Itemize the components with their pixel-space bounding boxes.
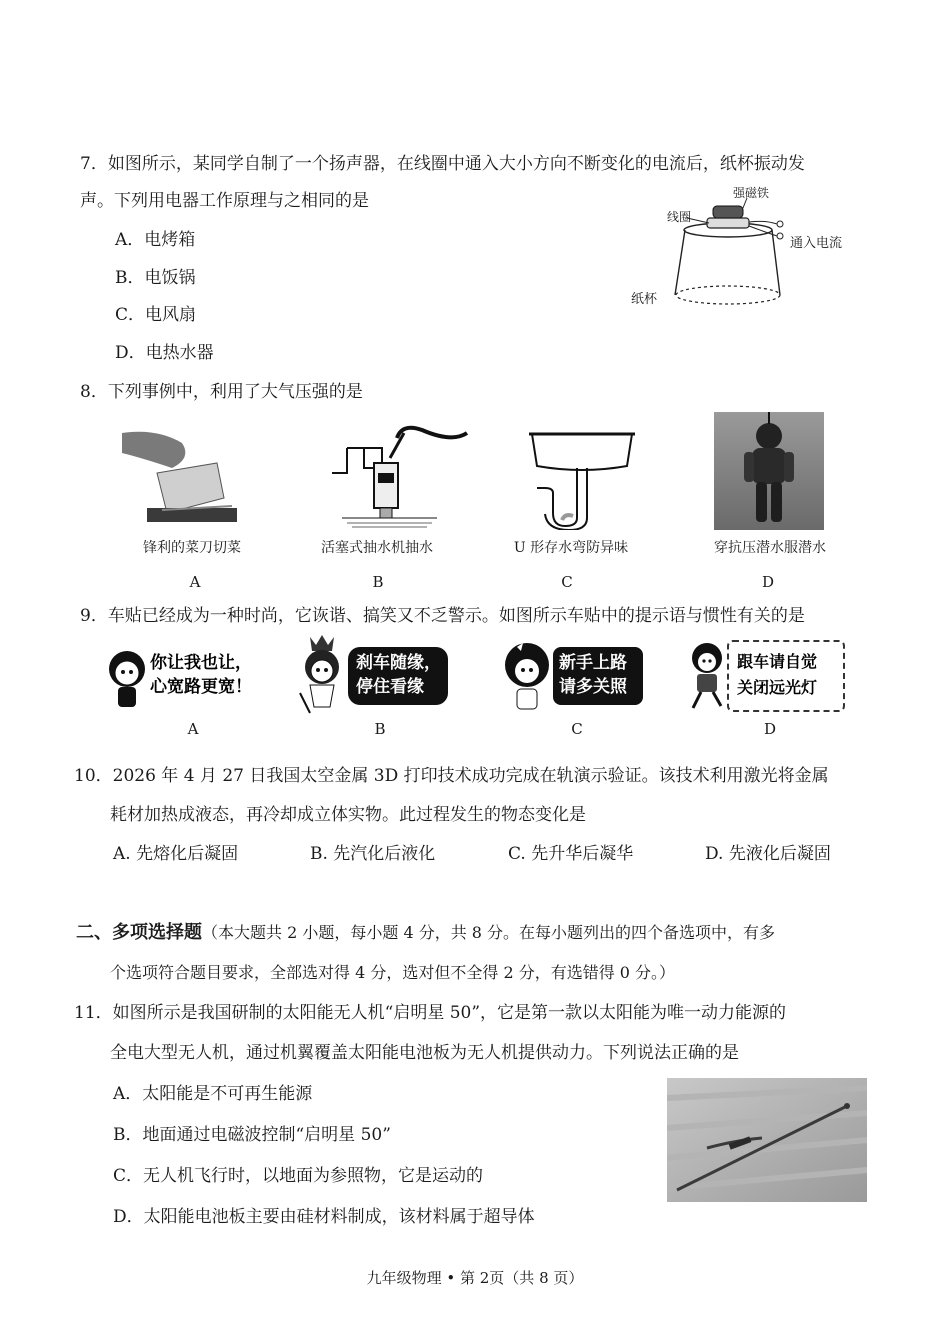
q8-letter-d: D [761, 573, 775, 591]
current-label: 通入电流 [790, 236, 843, 251]
princess-cartoon-icon [290, 633, 348, 717]
sticker-c-line2: 请多关照 [559, 677, 627, 697]
q7-option-c: C．电风扇 [115, 305, 197, 325]
q10-option-b: B. 先汽化后液化 [310, 844, 436, 864]
sticker-d-line2: 关闭远光灯 [737, 678, 818, 697]
sticker-d-line1: 跟车请自觉 [737, 652, 818, 671]
running-girl-icon [683, 640, 731, 712]
q10-stem-line2: 耗材加热成液态，再冷却成立体实物。此过程发生的物态变化是 [110, 805, 586, 825]
magnet-label: 强磁铁 [733, 186, 770, 200]
q9-stem: 9．车贴已经成为一种时尚，它诙谐、搞笑又不乏警示。如图所示车贴中的提示语与惯性有关的是 [80, 606, 805, 626]
q8-letter-c: C [561, 573, 573, 591]
q9-letter-d: D [763, 720, 777, 738]
sticker-a [104, 637, 262, 715]
q8-caption-a: 锋利的菜刀切菜 [143, 540, 241, 556]
q11-stem-line2: 全电大型无人机，通过机翼覆盖太阳能电池板为无人机提供动力。下列说法正确的是 [110, 1043, 739, 1063]
cup-label: 纸杯 [631, 292, 658, 307]
piston-pump-image [322, 418, 472, 530]
q7-option-a: A．电烤箱 [115, 230, 196, 250]
sticker-c-line1: 新手上路 [559, 653, 627, 673]
q11-option-a: A．太阳能是不可再生能源 [113, 1084, 313, 1104]
section2-title: 二、多项选择题 [76, 922, 202, 943]
q10-option-c: C. 先升华后凝华 [508, 844, 634, 864]
q7-option-b: B．电饭锅 [115, 268, 196, 288]
q11-option-d: D．太阳能电池板主要由硅材料制成，该材料属于超导体 [113, 1207, 535, 1227]
page-footer: 九年级物理 • 第 2页（共 8 页） [366, 1269, 584, 1287]
section2-desc-line1: （本大题共 2 小题，每小题 4 分，共 8 分。在每小题列出的四个备选项中，有多 [202, 923, 776, 942]
section2-desc-line2: 个选项符合题目要求，全部选对得 4 分，选对但不全得 2 分，有选错得 0 分。） [110, 963, 676, 982]
diver-image [714, 412, 824, 530]
q11-option-c: C．无人机飞行时，以地面为参照物，它是运动的 [113, 1166, 484, 1186]
coil-label: 线圈 [667, 210, 692, 224]
sticker-a-line2: 心宽路更宽！ [150, 677, 252, 697]
sticker-d [683, 640, 845, 712]
sticker-c [503, 637, 648, 713]
u-trap-image [527, 428, 637, 530]
q8-letter-a: A [189, 573, 201, 591]
q8-stem: 8．下列事例中，利用了大气压强的是 [80, 382, 363, 402]
q7-option-d: D．电热水器 [115, 343, 214, 363]
q8-caption-d: 穿抗压潜水服潜水 [714, 540, 826, 556]
q10-option-d: D. 先液化后凝固 [705, 844, 831, 864]
q11-stem-line1: 11．如图所示是我国研制的太阳能无人机“启明星 50”，它是第一款以太阳能为唯一动力能源的 [74, 1003, 787, 1023]
solar-drone-photo [667, 1078, 867, 1202]
girl-cartoon-icon [104, 645, 150, 709]
q10-option-a: A. 先熔化后凝固 [113, 844, 239, 864]
q9-letter-b: B [374, 720, 386, 738]
q7-stem-line2: 声。下列用电器工作原理与之相同的是 [80, 191, 369, 211]
sticker-a-line1: 你让我也让， [150, 653, 252, 673]
section2-heading [76, 921, 775, 945]
q10-stem-line1: 10．2026 年 4 月 27 日我国太空金属 3D 打印技术成功完成在轨演示验证。该技术利用激光将金属 [74, 766, 829, 786]
sticker-b-line1: 刹车随缘， [356, 653, 441, 673]
speaker-figure [625, 180, 865, 320]
knife-cutting-image [112, 428, 242, 530]
sticker-b [290, 633, 450, 717]
q9-letter-c: C [571, 720, 583, 738]
doll-cartoon-icon [503, 637, 555, 713]
q8-caption-b: 活塞式抽水机抽水 [321, 540, 433, 556]
q8-caption-c: U 形存水弯防异味 [513, 540, 629, 556]
q9-letter-a: A [187, 720, 199, 738]
q11-option-b: B．地面通过电磁波控制“启明星 50” [113, 1125, 391, 1145]
q8-letter-b: B [372, 573, 384, 591]
sticker-b-line2: 停住看缘 [356, 677, 424, 697]
q7-stem-line1: 7．如图所示，某同学自制了一个扬声器，在线圈中通入大小方向不断变化的电流后，纸杯振动发 [80, 154, 805, 174]
